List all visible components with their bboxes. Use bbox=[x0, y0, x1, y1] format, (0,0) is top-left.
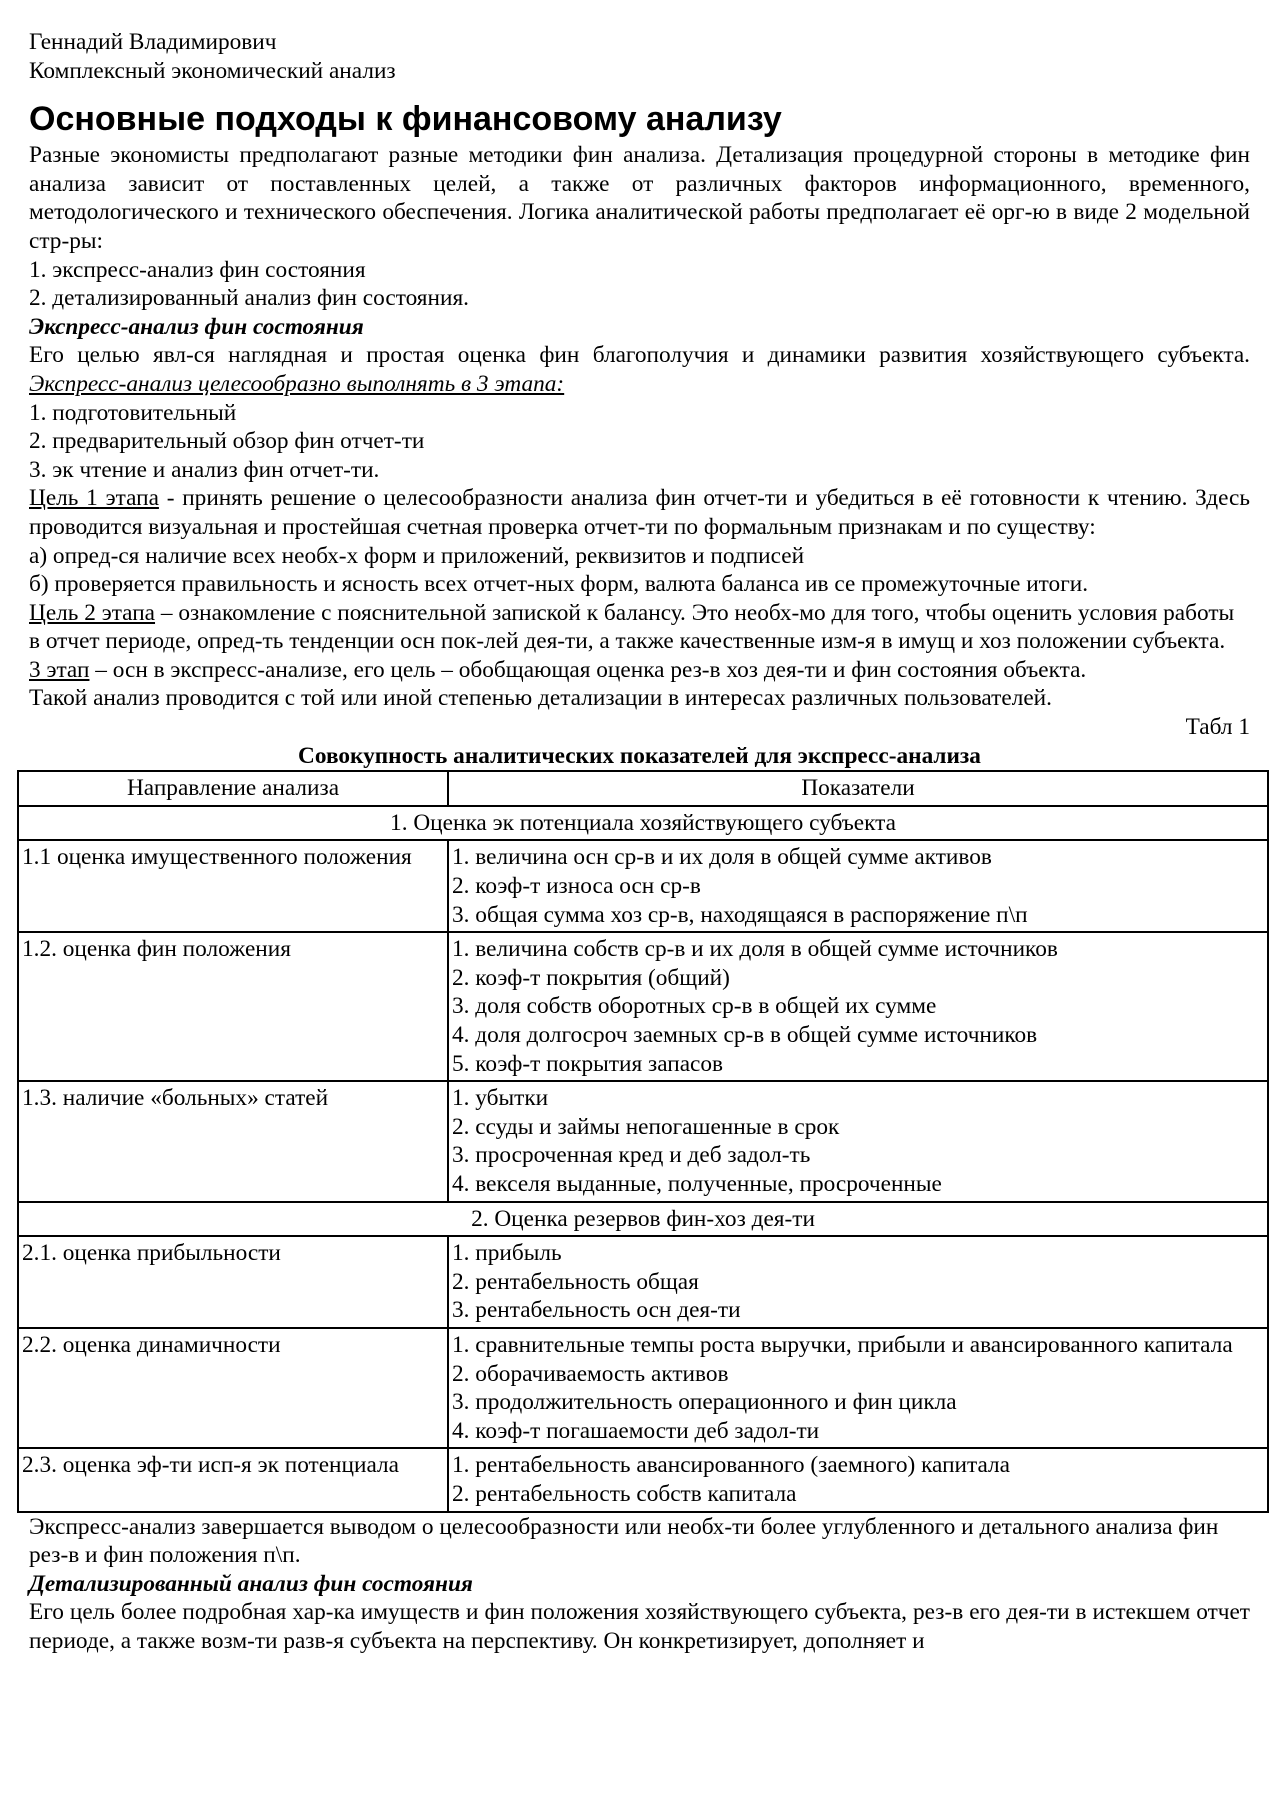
section-row bbox=[18, 806, 1268, 841]
indicator: 2. ссуды и займы непогашенные в срок bbox=[452, 1113, 840, 1140]
stages-intro: Экспресс-анализ целесообразно выполнять в 3 этапа: bbox=[29, 370, 565, 397]
indicator: 2. оборачиваемость активов bbox=[452, 1360, 729, 1387]
table-row bbox=[18, 1236, 1268, 1328]
indicator: 1. величина осн ср-в и их доля в общей сумме активов bbox=[452, 844, 992, 871]
col-header-direction: Направление анализа bbox=[18, 771, 448, 806]
indicators-cell bbox=[448, 1448, 1268, 1511]
stage2-paragraph bbox=[29, 599, 1250, 656]
stage1-paragraph bbox=[29, 484, 1250, 541]
direction-cell: 1.1 оценка имущественного положения bbox=[18, 840, 448, 932]
stage2-label: Цель 2 этапа bbox=[29, 599, 156, 626]
detail-note: Такой анализ проводится с той или иной степенью детализации в интересах различных пользователей. bbox=[29, 685, 1052, 712]
stage1-label: Цель 1 этапа bbox=[29, 485, 159, 512]
stage-item: 1. подготовительный bbox=[29, 399, 237, 426]
page-title: Основные подходы к финансовому анализу bbox=[29, 100, 782, 139]
indicator: 1. сравнительные темпы роста выручки, прибыли и авансированного капитала bbox=[452, 1331, 1233, 1358]
indicator: 1. прибыль bbox=[452, 1240, 562, 1267]
direction-cell: 2.3. оценка эф-ти исп-я эк потенциала bbox=[18, 1448, 448, 1511]
course-line: Комплексный экономический анализ bbox=[29, 57, 396, 84]
stage3-text: – осн в экспресс-анализе, его цель – обобщающая оценка рез-в хоз дея-ти и фин состояния объекта. bbox=[89, 656, 1087, 683]
indicators-cell bbox=[448, 1081, 1268, 1201]
stage2-text: – ознакомление с пояснительной запиской к балансу. Это необх-мо для того, чтобы оценить условия работы в отчет периоде, опред-ть тенденции осн пок-лей дея-ти, а также качественные изм-я в имущ и хоз положении субъекта. bbox=[29, 599, 1235, 655]
indicator: 2. коэф-т износа осн ср-в bbox=[452, 873, 701, 900]
model-item: 2. детализированный анализ фин состояния. bbox=[29, 285, 469, 312]
direction-cell: 2.2. оценка динамичности bbox=[18, 1328, 448, 1448]
express-paragraph bbox=[29, 341, 1250, 398]
stage-item: 3. эк чтение и анализ фин отчет-ти. bbox=[29, 456, 380, 483]
indicators-cell bbox=[448, 1236, 1268, 1328]
table-label: Табл 1 bbox=[1185, 714, 1250, 741]
document-page bbox=[22, 28, 1250, 1655]
table-row bbox=[18, 1081, 1268, 1201]
detailed-paragraph: Его цель более подробная хар-ка имуществ и фин положения хозяйствующего субъекта, рез-в его дея-ти в истекшем отчет периоде, а также возм-ти разв-я субъекта на перспективу. Он конкретизирует, дополняет и bbox=[29, 1599, 1250, 1654]
express-text: Его целью явл-ся наглядная и простая оценка фин благополучия и динамики развития хозяйствующего субъекта. bbox=[29, 342, 1250, 369]
detailed-heading: Детализированный анализ фин состояния bbox=[29, 1570, 473, 1597]
section-1-title: 1. Оценка эк потенциала хозяйствующего субъекта bbox=[18, 806, 1268, 841]
table-row bbox=[18, 932, 1268, 1081]
direction-cell: 1.2. оценка фин положения bbox=[18, 932, 448, 1081]
direction-cell: 2.1. оценка прибыльности bbox=[18, 1236, 448, 1328]
indicator: 3. рентабельность осн дея-ти bbox=[452, 1297, 741, 1324]
indicator: 3. общая сумма хоз ср-в, находящаяся в распоряжение п\п bbox=[452, 901, 1028, 928]
table-row bbox=[18, 1448, 1268, 1511]
indicator: 4. коэф-т погашаемости деб задол-ти bbox=[452, 1417, 820, 1444]
indicator: 2. рентабельность общая bbox=[452, 1268, 699, 1295]
indicator: 2. коэф-т покрытия (общий) bbox=[452, 964, 730, 991]
stage1-text: - принять решение о целесообразности анализа фин отчет-ти и убедиться в её готовности к чтению. Здесь проводится визуальная и простейшая счетная проверка отчет-ти по формальным признакам и по существу: bbox=[29, 485, 1250, 540]
table-caption: Совокупность аналитических показателей для экспресс-анализа bbox=[298, 742, 981, 769]
author-line: Геннадий Владимирович bbox=[29, 29, 277, 55]
indicator: 5. коэф-т покрытия запасов bbox=[452, 1050, 724, 1077]
indicator: 3. продолжительность операционного и фин цикла bbox=[452, 1389, 957, 1416]
indicators-cell bbox=[448, 1328, 1268, 1448]
indicator: 1. величина собств ср-в и их доля в общей сумме источников bbox=[452, 936, 1058, 963]
indicator: 1. рентабельность авансированного (заемного) капитала bbox=[452, 1452, 1010, 1479]
indicator: 3. доля собств оборотных ср-в в общей их сумме bbox=[452, 993, 937, 1020]
table-row bbox=[18, 840, 1268, 932]
stage3-paragraph bbox=[29, 656, 1250, 685]
intro-paragraph: Разные экономисты предполагают разные методики фин анализа. Детализация процедурной стороны в методике фин анализа зависит от поставленных целей, а также от различных факторов информационного, временного, методологического и технического обеспечения. Логика аналитической работы предполагает её орг-ю в виде 2 модельной стр-ры: bbox=[29, 142, 1250, 254]
section-row bbox=[18, 1202, 1268, 1237]
indicator: 4. доля долгосроч заемных ср-в в общей сумме источников bbox=[452, 1022, 1038, 1048]
stage-item: 2. предварительный обзор фин отчет-ти bbox=[29, 428, 425, 455]
stage1-item: б) проверяется правильность и ясность всех отчет-ных форм, валюта баланса ив се промежуточные итоги. bbox=[29, 571, 1089, 598]
indicators-cell bbox=[448, 932, 1268, 1081]
table-header-row bbox=[18, 771, 1268, 806]
conclusion-paragraph: Экспресс-анализ завершается выводом о целесообразности или необх-ти более углубленного и детального анализа фин рез-в и фин положения п\п. bbox=[29, 1513, 1219, 1569]
stage1-item: а) опред-ся наличие всех необх-х форм и приложений, реквизитов и подписей bbox=[29, 542, 805, 569]
indicator: 3. просроченная кред и деб задол-ть bbox=[452, 1142, 811, 1169]
indicator: 4. векселя выданные, полученные, просроченные bbox=[452, 1170, 942, 1197]
stage3-label: 3 этап bbox=[29, 656, 90, 683]
section-2-title: 2. Оценка резервов фин-хоз дея-ти bbox=[18, 1202, 1268, 1237]
col-header-indicators: Показатели bbox=[448, 771, 1268, 806]
indicator: 1. убытки bbox=[452, 1085, 549, 1112]
indicators-cell bbox=[448, 840, 1268, 932]
model-item: 1. экспресс-анализ фин состояния bbox=[29, 256, 366, 283]
table-row bbox=[18, 1328, 1268, 1448]
direction-cell: 1.3. наличие «больных» статей bbox=[18, 1081, 448, 1201]
indicator: 2. рентабельность собств капитала bbox=[452, 1480, 797, 1507]
express-heading: Экспресс-анализ фин состояния bbox=[29, 313, 364, 340]
indicators-table bbox=[17, 770, 1269, 1512]
